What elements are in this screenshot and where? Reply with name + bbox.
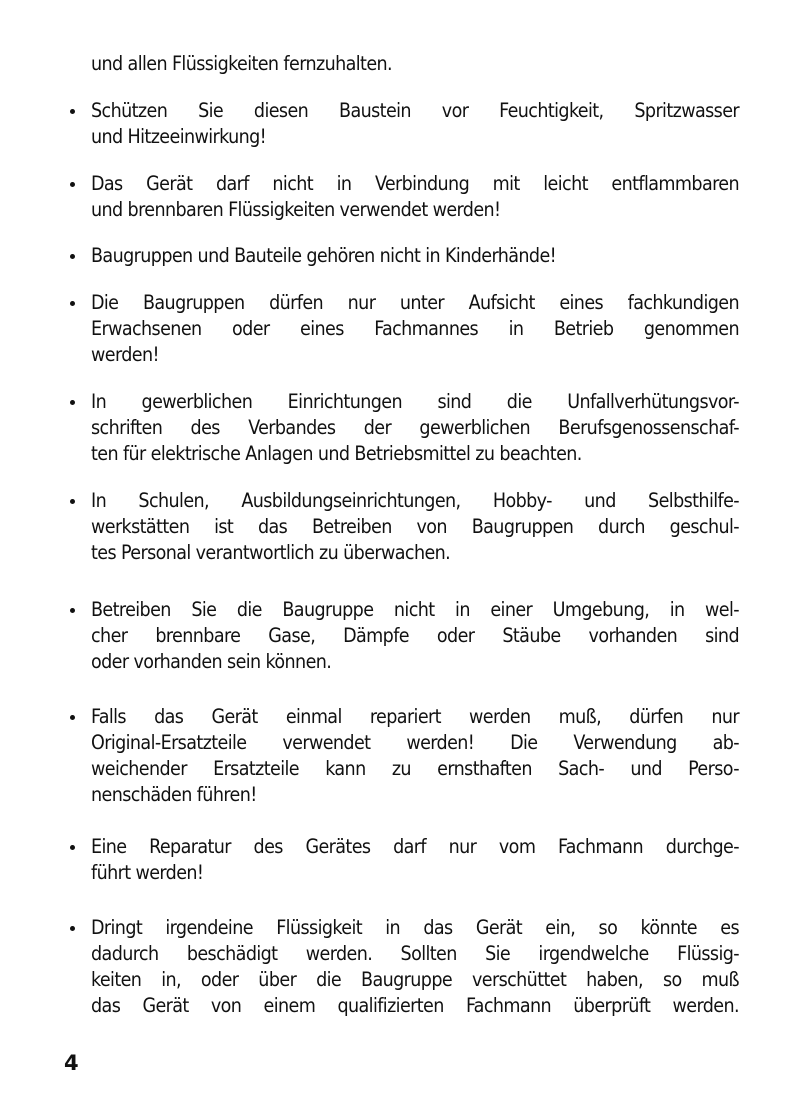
bullet-line: Erwachsenen oder eines Fachmannes in Betrieb genommen — [91, 317, 739, 340]
bullet-line: Original-Ersatzteile verwendet werden! Die Verwendung ab- — [91, 731, 739, 754]
bullet-line: Das Gerät darf nicht in Verbindung mit leicht entflammbaren — [91, 172, 739, 195]
bullet-line: werden! — [91, 343, 159, 366]
bullet-line: Schützen Sie diesen Baustein vor Feuchtigkeit, Spritzwasser — [91, 99, 739, 122]
bullet-line: das Gerät von einem qualifizierten Fachmann überprüft werden. — [91, 994, 739, 1017]
page-number: 4 — [64, 1051, 79, 1075]
bullet-line: Dringt irgendeine Flüssigkeit in das Gerät ein, so könnte es — [91, 916, 739, 939]
bullet-line: oder vorhanden sein können. — [91, 650, 332, 673]
bullet-line: werkstätten ist das Betreiben von Baugruppen durch geschul- — [91, 515, 739, 538]
bullet-icon — [67, 243, 77, 269]
continuation-line: und allen Flüssigkeiten fernzuhalten. — [91, 52, 393, 75]
bullet-icon — [67, 171, 77, 197]
bullet-line: schriften des Verbandes der gewerblichen Berufsgenossenschaf- — [91, 416, 739, 439]
bullet-line: führt werden! — [91, 861, 204, 884]
bullet-line: nenschäden führen! — [91, 783, 257, 806]
bullet-icon — [67, 915, 77, 941]
bullet-icon — [67, 389, 77, 415]
bullet-line: Betreiben Sie die Baugruppe nicht in einer Umgebung, in wel- — [91, 598, 739, 621]
bullet-line: Falls das Gerät einmal repariert werden muß, dürfen nur — [91, 705, 739, 728]
bullet-icon — [67, 488, 77, 514]
bullet-line: In gewerblichen Einrichtungen sind die Unfallverhütungsvor- — [91, 390, 739, 413]
bullet-line: und brennbaren Flüssigkeiten verwendet werden! — [91, 198, 501, 221]
bullet-line: In Schulen, Ausbildungseinrichtungen, Hobby- und Selbsthilfe- — [91, 489, 739, 512]
bullet-line: tes Personal verantwortlich zu überwachen. — [91, 541, 451, 564]
bullet-icon — [67, 597, 77, 623]
bullet-line: Die Baugruppen dürfen nur unter Aufsicht eines fachkundigen — [91, 291, 739, 314]
bullet-line: weichender Ersatzteile kann zu ernsthaften Sach- und Perso- — [91, 757, 739, 780]
bullet-line: dadurch beschädigt werden. Sollten Sie irgendwelche Flüssig- — [91, 942, 739, 965]
bullet-icon — [67, 834, 77, 860]
bullet-line: und Hitzeeinwirkung! — [91, 125, 267, 148]
bullet-line: Baugruppen und Bauteile gehören nicht in Kinderhände! — [91, 244, 557, 267]
bullet-icon — [67, 98, 77, 124]
bullet-line: ten für elektrische Anlagen und Betriebsmittel zu beachten. — [91, 442, 582, 465]
bullet-line: cher brennbare Gase, Dämpfe oder Stäube vorhanden sind — [91, 624, 739, 647]
bullet-icon — [67, 704, 77, 730]
bullet-line: Eine Reparatur des Gerätes darf nur vom Fachmann durchge- — [91, 835, 739, 858]
bullet-icon — [67, 290, 77, 316]
bullet-line: keiten in, oder über die Baugruppe verschüttet haben, so muß — [91, 968, 739, 991]
